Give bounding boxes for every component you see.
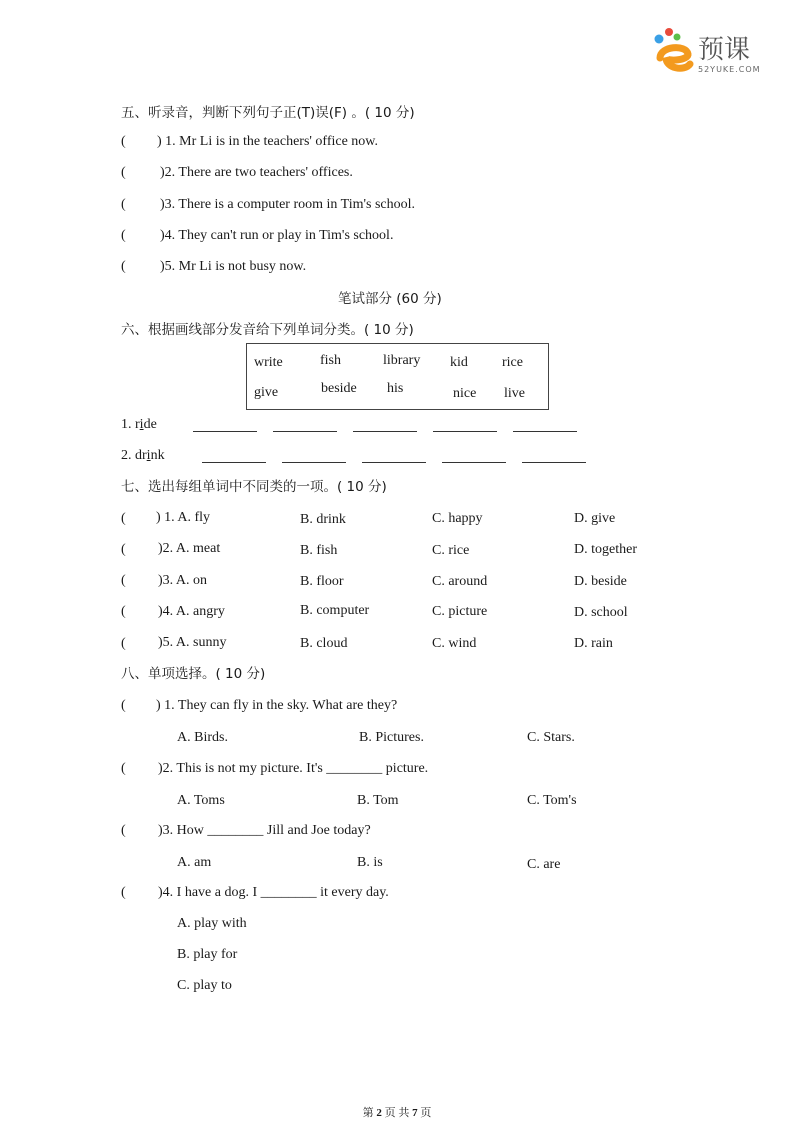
section-6-title: 六、根据画线部分发音给下列单词分类。( 10 分) (121, 322, 414, 338)
word: beside (321, 381, 357, 396)
s7-option-c: C. happy (432, 511, 483, 526)
yuke-logo (646, 24, 776, 80)
s8-q2-option-a: A. Toms (177, 793, 225, 808)
s7-option-c: C. wind (432, 636, 477, 651)
word: write (254, 355, 283, 370)
s8-q4-option-a: A. play with (177, 916, 247, 931)
classify-row-2-label: 2. drink (121, 448, 165, 463)
answer-paren: ( (121, 165, 126, 180)
s7-option-b: B. fish (300, 543, 338, 558)
word: library (383, 353, 421, 368)
s5-item-5: )5. Mr Li is not busy now. (160, 259, 307, 274)
answer-paren: ( (121, 823, 126, 838)
word: rice (502, 355, 523, 370)
answer-blank[interactable] (442, 462, 506, 463)
s7-option-b: B. floor (300, 574, 344, 589)
total-pages: 7 (412, 1107, 418, 1119)
answer-paren: ( (121, 197, 126, 212)
word: nice (453, 386, 477, 401)
answer-paren: ( (121, 134, 126, 149)
word: live (504, 386, 525, 401)
s8-q3-option-b: B. is (357, 855, 383, 870)
answer-paren: ( (121, 761, 126, 776)
s5-item-1: ) 1. Mr Li is in the teachers' office now. (157, 134, 379, 149)
s8-q1-option-b: B. Pictures. (359, 730, 424, 745)
page-footer: 第 2 页 共 7 页 (362, 1107, 432, 1119)
s8-q1-option-a: A. Birds. (177, 730, 228, 745)
answer-paren: ( (121, 885, 126, 900)
s7-option-d: D. beside (574, 574, 627, 589)
s8-q2-option-b: B. Tom (357, 793, 399, 808)
classify-row-1-label: 1. ride (121, 417, 157, 432)
s5-item-3: )3. There is a computer room in Tim's school. (160, 197, 416, 212)
s8-q3-option-a: A. am (177, 855, 212, 870)
s7-option-a: )5. A. sunny (158, 635, 227, 650)
answer-blank[interactable] (522, 462, 586, 463)
written-part-heading: 笔试部分 (60 分) (338, 291, 442, 307)
answer-paren: ( (121, 259, 126, 274)
logo-subtext: 52YUKE.COM (698, 65, 761, 74)
s7-option-b: B. cloud (300, 636, 348, 651)
s7-option-b: B. drink (300, 512, 346, 527)
s7-option-d: D. school (574, 605, 628, 620)
answer-blank[interactable] (362, 462, 426, 463)
section-7-title: 七、选出每组单词中不同类的一项。( 10 分) (121, 479, 387, 495)
s7-option-a: )2. A. meat (158, 541, 221, 556)
s8-question-1: ) 1. They can fly in the sky. What are they? (156, 698, 398, 713)
s7-option-d: D. rain (574, 636, 613, 651)
answer-paren: ( (121, 228, 126, 243)
answer-blank[interactable] (433, 431, 497, 432)
s8-question-2: )2. This is not my picture. It's ________ picture. (158, 761, 429, 776)
answer-paren: ( (121, 573, 126, 588)
word: his (387, 381, 404, 396)
s8-q3-option-c: C. are (527, 857, 561, 872)
word: kid (450, 355, 468, 370)
answer-blank[interactable] (273, 431, 337, 432)
s7-option-a: )4. A. angry (158, 604, 225, 619)
s8-q1-option-c: C. Stars. (527, 730, 575, 745)
s8-q4-option-b: B. play for (177, 947, 238, 962)
s7-option-d: D. give (574, 511, 616, 526)
logo-text: 预课 (698, 35, 751, 65)
s7-option-c: C. picture (432, 604, 488, 619)
answer-blank[interactable] (513, 431, 577, 432)
answer-paren: ( (121, 698, 126, 713)
s7-option-d: D. together (574, 542, 637, 557)
answer-paren: ( (121, 511, 126, 526)
word: give (254, 385, 279, 400)
answer-paren: ( (121, 604, 126, 619)
s7-option-c: C. around (432, 574, 488, 589)
current-page: 2 (376, 1107, 382, 1119)
s5-item-2: )2. There are two teachers' offices. (160, 165, 353, 180)
answer-paren: ( (121, 636, 126, 651)
s8-q4-option-c: C. play to (177, 978, 232, 993)
word: fish (320, 353, 341, 368)
answer-blank[interactable] (193, 431, 257, 432)
s8-question-3: )3. How ________ Jill and Joe today? (158, 823, 371, 838)
answer-blank[interactable] (202, 462, 266, 463)
s7-option-c: C. rice (432, 543, 470, 558)
s8-question-4: )4. I have a dog. I ________ it every day. (158, 885, 389, 900)
section-5-title: 五、听录音，判断下列句子正(T)误(F) 。( 10 分) (121, 105, 415, 121)
answer-blank[interactable] (282, 462, 346, 463)
s7-option-a: )3. A. on (158, 573, 207, 588)
answer-paren: ( (121, 542, 126, 557)
answer-blank[interactable] (353, 431, 417, 432)
s7-option-a: ) 1. A. fly (156, 510, 211, 525)
s5-item-4: )4. They can't run or play in Tim's school. (160, 228, 394, 243)
section-8-title: 八、单项选择。( 10 分) (121, 666, 266, 682)
s7-option-b: B. computer (300, 603, 370, 618)
s8-q2-option-c: C. Tom's (527, 793, 577, 808)
